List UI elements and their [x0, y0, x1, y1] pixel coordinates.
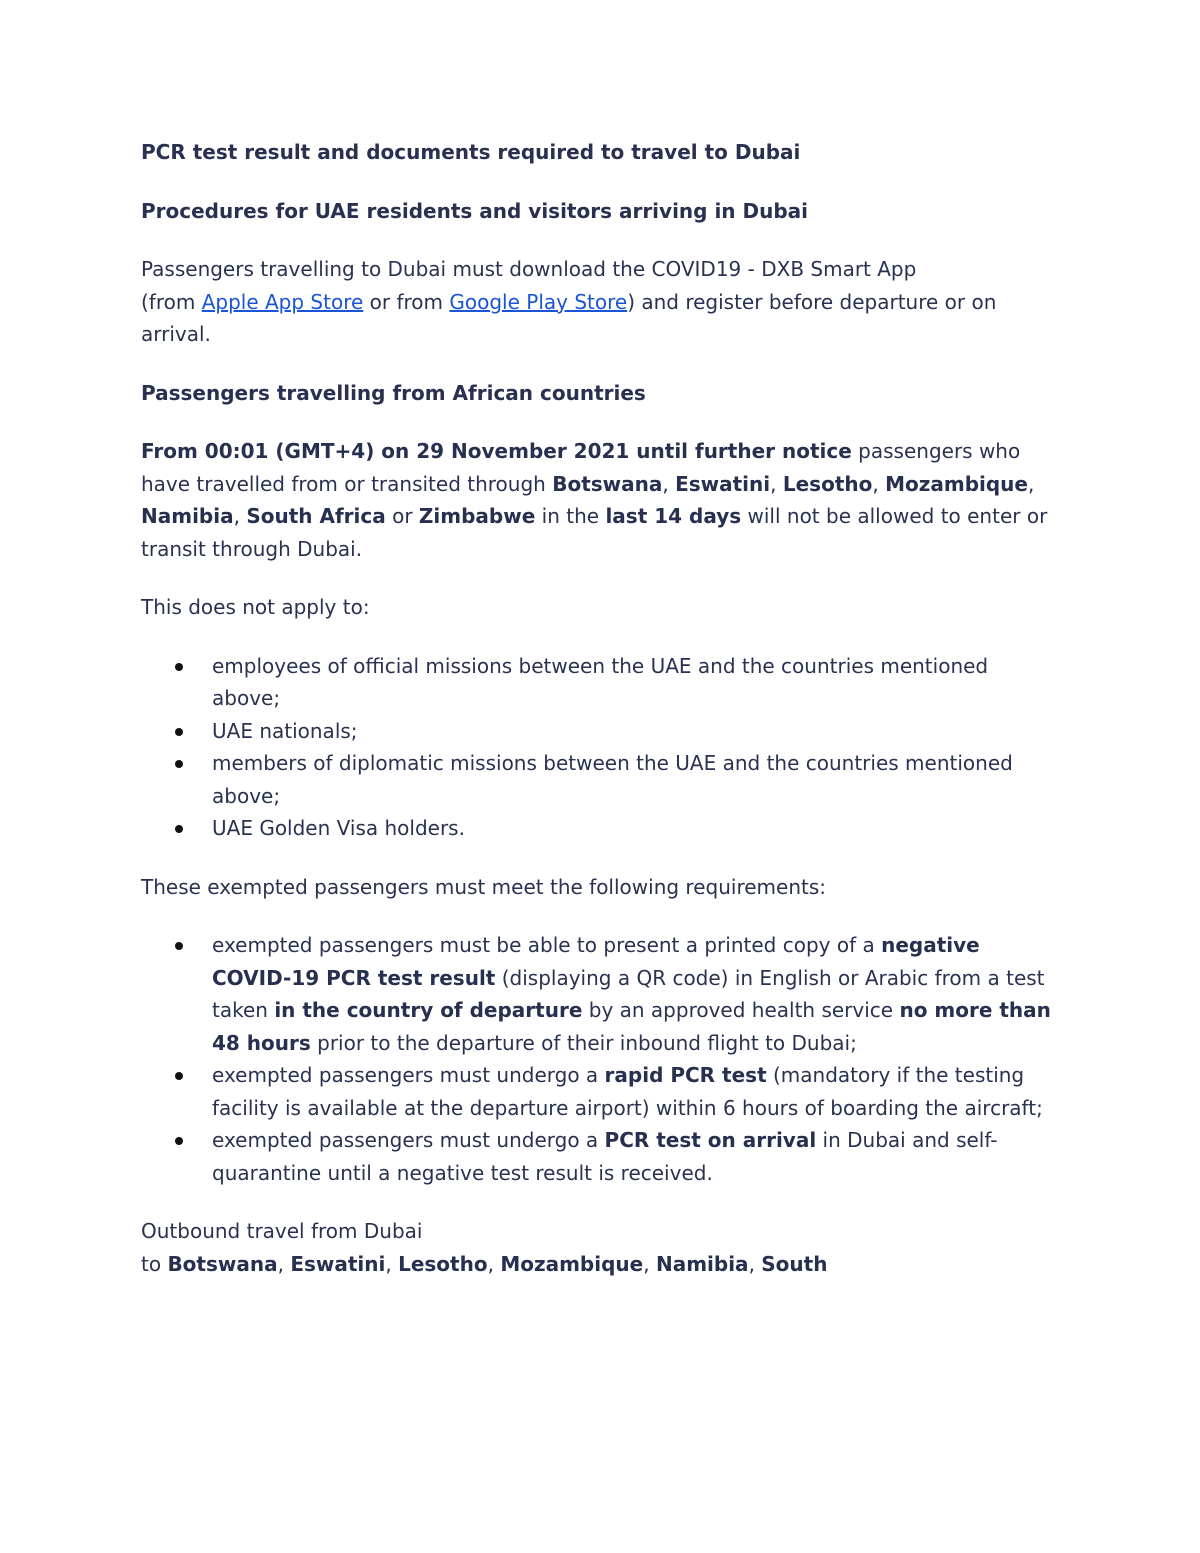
intro-from-prefix: (from: [141, 289, 202, 314]
requirements-list: [141, 929, 1061, 1189]
last-days: last 14 days: [605, 504, 742, 528]
list-item-text: prior to the departure of their inbound flight to Dubai;: [310, 1030, 857, 1055]
emphasis-text: negative COVID-19 PCR test result: [212, 933, 980, 990]
separator: ,: [770, 471, 783, 496]
section-heading-african-countries: Passengers travelling from African countries: [141, 380, 646, 405]
list-item-text: exempted passengers must undergo a: [212, 1063, 605, 1087]
intro-text: Passengers travelling to Dubai must download the COVID19 - DXB Smart App: [141, 257, 917, 281]
emphasis-text: PCR test on arrival: [604, 1128, 817, 1152]
apple-app-store-link[interactable]: Apple App Store: [201, 289, 364, 314]
bullet-icon: [175, 825, 183, 833]
notice-date: From 00:01 (GMT+4) on 29 November 2021 until further notice: [141, 439, 852, 463]
bullet-icon: [175, 1072, 183, 1080]
bullet-icon: [175, 760, 183, 768]
intro-paragraph: [141, 253, 1061, 351]
outbound-text: Outbound travel from Dubai: [141, 1219, 423, 1243]
list-item: [141, 650, 1061, 715]
outbound-to: to: [141, 1251, 168, 1276]
notice-text: in the: [535, 504, 606, 528]
emphasis-text: in the country of departure: [274, 998, 583, 1022]
separator: ,: [385, 1251, 399, 1276]
country-botswana: Botswana: [167, 1251, 278, 1276]
notice-text: will not be allowed to enter or transit through Dubai.: [141, 504, 1048, 561]
country-botswana: Botswana: [552, 471, 663, 496]
list-item: [141, 1124, 1061, 1189]
country-namibia: Namibia: [655, 1251, 749, 1276]
list-item: [141, 929, 1061, 1059]
list-item-text: exempted passengers must undergo a: [212, 1128, 605, 1152]
requirements-intro: These exempted passengers must meet the following requirements:: [141, 874, 826, 899]
list-item-text: employees of official missions between the UAE and the countries mentioned above;: [212, 653, 989, 710]
bullet-icon: [175, 942, 183, 950]
country-eswatini: Eswatini: [290, 1251, 386, 1276]
outbound-paragraph: [141, 1215, 1061, 1280]
exemptions-intro: This does not apply to:: [141, 595, 370, 619]
document-page: [141, 136, 1061, 1280]
list-item: [141, 812, 1061, 845]
list-item-text: (mandatory if the testing facility is available at the departure airport) within 6 hours of boarding the aircraft;: [212, 1063, 1043, 1120]
list-item: [141, 715, 1061, 748]
separator: ,: [872, 471, 886, 496]
separator: ,: [277, 1251, 291, 1276]
country-mozambique: Mozambique: [885, 471, 1028, 496]
separator: ,: [662, 471, 676, 496]
country-zimbabwe: Zimbabwe: [418, 504, 536, 528]
separator: ,: [748, 1251, 762, 1276]
country-lesotho: Lesotho: [398, 1251, 488, 1276]
bullet-icon: [175, 728, 183, 736]
list-item: [141, 1059, 1061, 1124]
document-title: PCR test result and documents required to travel to Dubai: [141, 140, 801, 164]
country-south: South: [761, 1251, 828, 1276]
country-mozambique: Mozambique: [500, 1251, 644, 1276]
list-item-text: members of diplomatic missions between the UAE and the countries mentioned above;: [212, 751, 1013, 808]
separator: ,: [487, 1251, 501, 1276]
emphasis-text: rapid PCR test: [604, 1063, 767, 1087]
list-item-text: exempted passengers must be able to present a printed copy of a: [212, 933, 882, 957]
separator: ,: [1028, 471, 1035, 496]
google-play-store-link[interactable]: Google Play Store: [449, 289, 628, 314]
section-heading-procedures: Procedures for UAE residents and visitors arriving in Dubai: [141, 198, 809, 223]
list-item-text: UAE Golden Visa holders.: [212, 816, 465, 840]
list-item-text: (displaying a QR code) in English or Arabic from a test taken: [212, 965, 1045, 1022]
bullet-icon: [175, 1137, 183, 1145]
separator: ,: [233, 504, 247, 528]
bullet-icon: [175, 663, 183, 671]
notice-text: passengers who have travelled from or transited through: [141, 439, 1021, 496]
separator: or: [385, 504, 419, 528]
emphasis-text: no more than 48 hours: [212, 998, 1051, 1055]
separator: ,: [643, 1251, 656, 1276]
country-eswatini: Eswatini: [675, 471, 771, 496]
country-south-africa: South Africa: [246, 504, 386, 528]
intro-or-from: or from: [363, 289, 450, 314]
list-item-text: by an approved health service: [582, 998, 900, 1022]
intro-suffix: ) and register before departure or on arrival.: [141, 289, 997, 346]
country-lesotho: Lesotho: [782, 471, 873, 496]
country-namibia: Namibia: [141, 504, 234, 528]
list-item-text: in Dubai and self-quarantine until a negative test result is received.: [212, 1128, 998, 1185]
list-item: [141, 747, 1061, 812]
notice-paragraph: [141, 435, 1061, 565]
list-item-text: UAE nationals;: [212, 718, 358, 743]
exemptions-list: [141, 650, 1061, 845]
